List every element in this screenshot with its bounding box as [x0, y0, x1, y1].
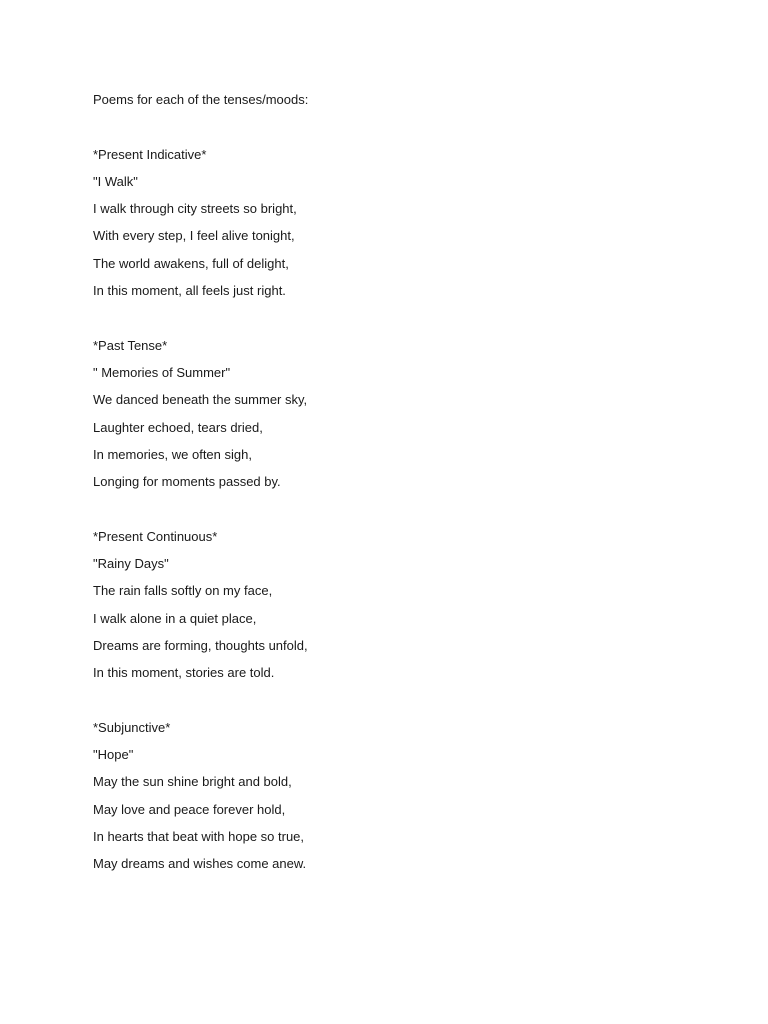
blank-line	[93, 113, 693, 140]
poem-line: I walk through city streets so bright,	[93, 201, 297, 217]
blank-line	[93, 304, 693, 331]
document-body	[93, 86, 693, 878]
poem-line: In hearts that beat with hope so true,	[93, 829, 305, 845]
blank-line	[93, 687, 693, 714]
poem-line: In this moment, stories are told.	[93, 665, 275, 681]
section-heading: *Past Tense*	[93, 337, 168, 353]
poem-line: May dreams and wishes come anew.	[93, 856, 307, 872]
poem-line: May the sun shine bright and bold,	[93, 774, 292, 790]
document-intro: Poems for each of the tenses/moods:	[93, 92, 309, 107]
section-heading: *Present Continuous*	[93, 528, 218, 544]
section-heading: *Subjunctive*	[93, 719, 171, 735]
poem-line: In memories, we often sigh,	[93, 446, 252, 462]
poem-line: Longing for moments passed by.	[93, 474, 281, 490]
section-heading: *Present Indicative*	[93, 146, 207, 162]
poem-section-past-tense	[93, 332, 693, 496]
poem-section-subjunctive	[93, 714, 693, 878]
poem-line: In this moment, all feels just right.	[93, 283, 286, 299]
poem-line: With every step, I feel alive tonight,	[93, 228, 295, 244]
poem-line: Laughter echoed, tears dried,	[93, 419, 263, 435]
poem-title: "Rainy Days"	[93, 556, 169, 572]
poem-title: "Hope"	[93, 747, 134, 763]
poem-line: Dreams are forming, thoughts unfold,	[93, 637, 308, 653]
poem-title: "I Walk"	[93, 173, 138, 189]
poem-line: The world awakens, full of delight,	[93, 255, 289, 271]
poem-section-present-indicative	[93, 141, 693, 305]
blank-line	[93, 495, 693, 522]
poem-line: May love and peace forever hold,	[93, 801, 286, 817]
poem-title: " Memories of Summer"	[93, 364, 231, 380]
poem-line: We danced beneath the summer sky,	[93, 392, 308, 408]
poem-line: I walk alone in a quiet place,	[93, 610, 257, 626]
poem-line: The rain falls softly on my face,	[93, 583, 273, 599]
poem-section-present-continuous	[93, 523, 693, 687]
